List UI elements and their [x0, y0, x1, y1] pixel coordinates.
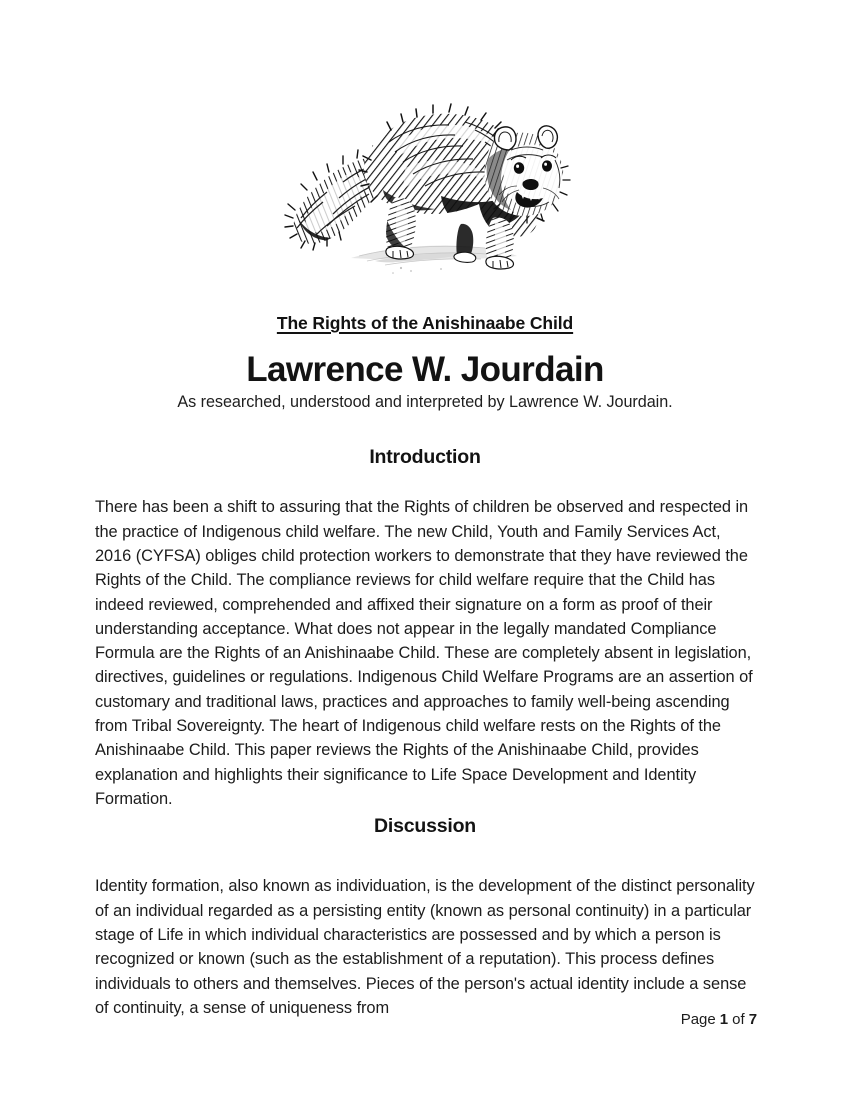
document-title-text: The Rights of the Anishinaabe Child — [276, 313, 574, 333]
section-heading-introduction: Introduction — [369, 446, 481, 468]
fisher-head — [480, 126, 575, 223]
footer-current-page: 1 — [719, 1011, 729, 1028]
author-attribution-note: As researched, understood and interpreted by Lawrence W. Jourdain. — [177, 393, 673, 411]
fisher-illustration-container — [0, 98, 850, 288]
footer-middle: of — [728, 1011, 749, 1028]
footer-total-pages: 7 — [748, 1011, 757, 1028]
fisher-marten-ink-illustration — [255, 98, 595, 283]
paragraph-introduction: There has been a shift to assuring that the Rights of children be observed and respected in the practice of Indigenous child welfare. The new Child, Youth and Family Services Act, 2016 (CYFSA) obliges child protection workers to demonstrate that they have reviewed the Rights of the Child. The compliance reviews for child welfare require that the Child has indeed reviewed, comprehended and affixed their signature on a form as proof of their understanding acceptance. What does not appear in the legally mandated Compliance Formula are the Rights of an Anishinaabe Child. These are completely absent in legislation, directives, guidelines or regulations. Indigenous Child Welfare Programs are an assertion of customary and traditional laws, practices and approaches to family well-being ascending from Tribal Sovereignty. The heart of Indigenous child welfare rests on the Rights of the Anishinaabe Child. This paper reviews the Rights of the Anishinaabe Child, provides explanation and highlights their significance to Life Space Development and Identity Formation. — [95, 498, 753, 808]
author-name: Lawrence W. Jourdain — [246, 350, 604, 389]
paragraph-discussion: Identity formation, also known as individuation, is the development of the distinct personality of an individual regarded as a persisting entity (known as personal continuity) in a particular stage of Life in which individual characteristics are possessed and by which a person is recognized or known (such as the establishment of a reputation). This process defines individuals to others and themselves. Pieces of the person's actual identity include a sense of continuity, a sense of uniqueness from — [95, 877, 755, 1017]
fisher-far-front-leg — [454, 224, 476, 263]
page-footer — [0, 1011, 757, 1028]
document-title — [0, 313, 850, 334]
section-heading-discussion: Discussion — [373, 815, 477, 837]
footer-prefix: Page — [680, 1011, 720, 1028]
